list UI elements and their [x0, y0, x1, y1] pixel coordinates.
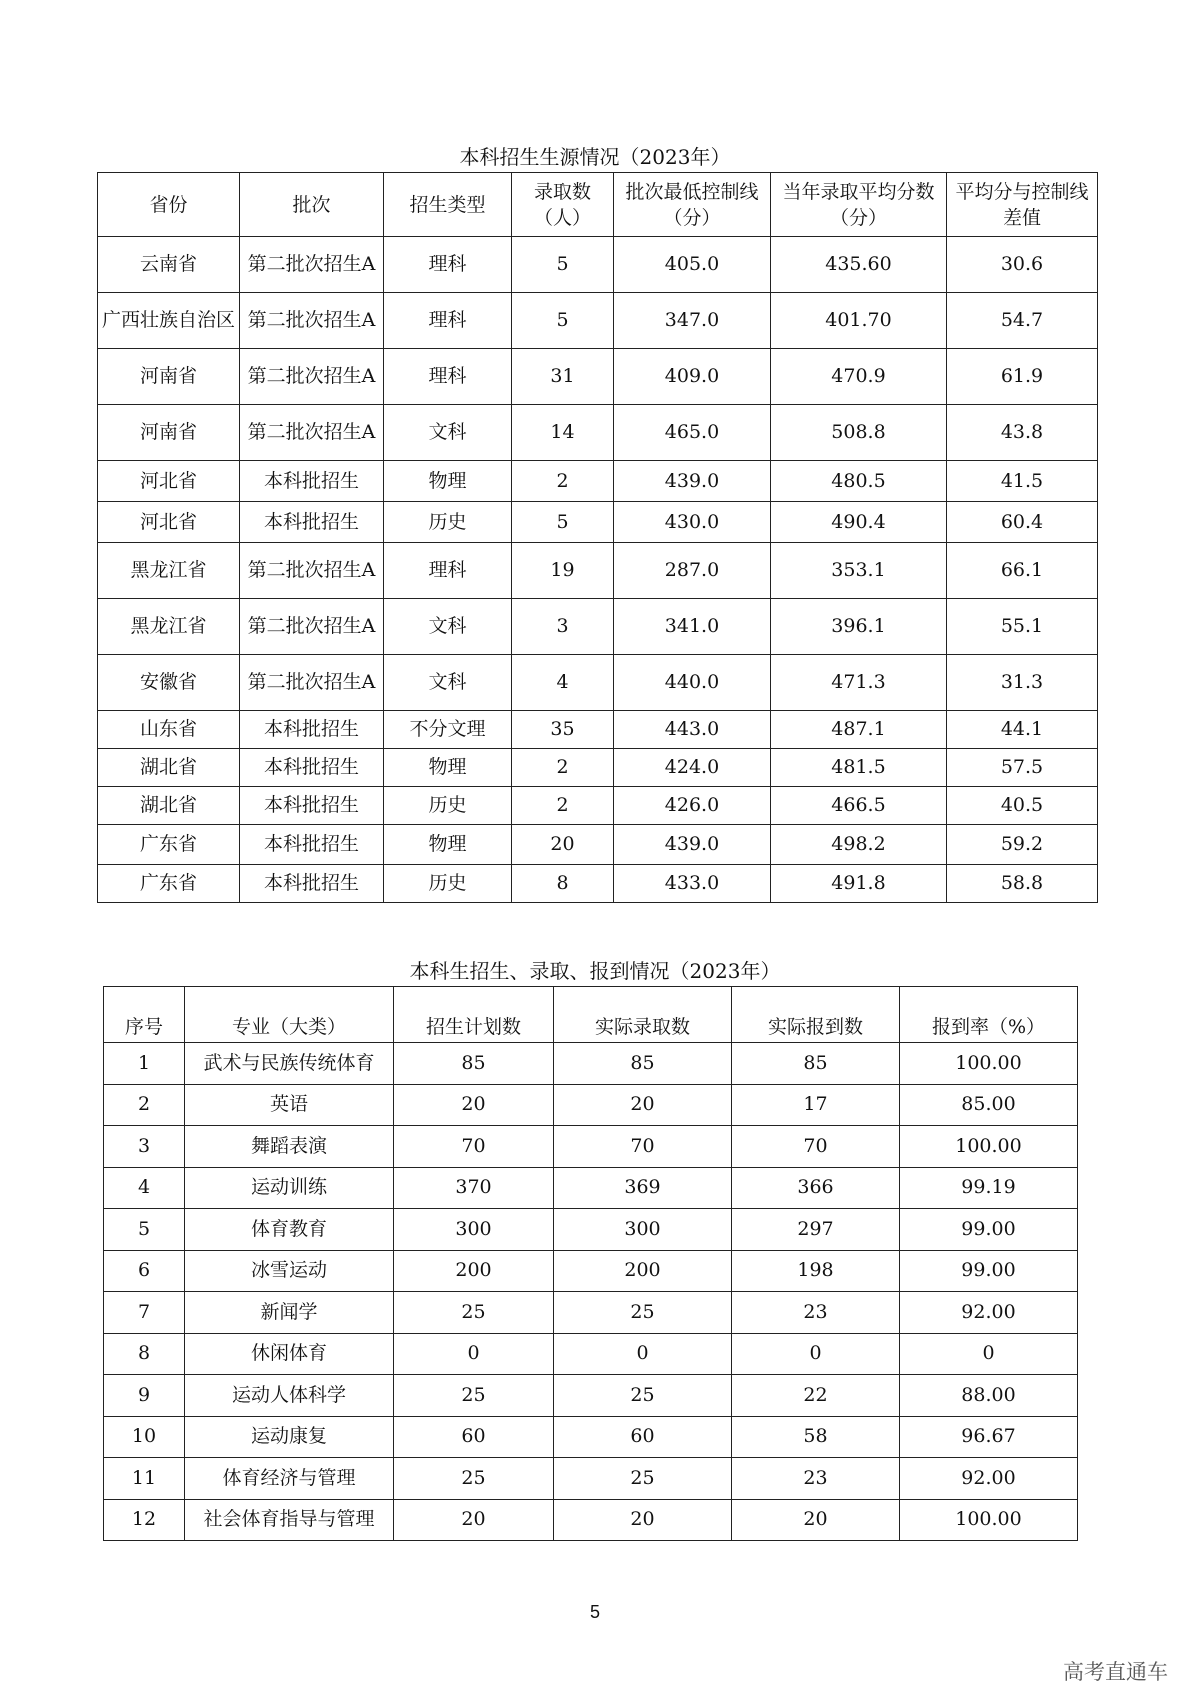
cell-reported: 297 — [732, 1209, 900, 1251]
table-row — [104, 1126, 1078, 1168]
cell-province: 黑龙江省 — [98, 599, 240, 655]
cell-control-line: 439.0 — [614, 825, 771, 865]
cell-province: 山东省 — [98, 711, 240, 749]
cell-difference: 60.4 — [947, 502, 1098, 543]
header-difference: 平均分与控制线差值 — [947, 173, 1098, 237]
table2-caption: 本科生招生、录取、报到情况（2023年） — [409, 959, 781, 983]
cell-province: 广西壮族自治区 — [98, 293, 240, 349]
cell-plan: 370 — [394, 1167, 554, 1209]
header-plan: 招生计划数 — [394, 987, 554, 1043]
cell-control-line: 341.0 — [614, 599, 771, 655]
cell-control-line: 433.0 — [614, 865, 771, 903]
table-row — [98, 502, 1098, 543]
cell-admitted: 2 — [512, 749, 614, 787]
cell-province: 黑龙江省 — [98, 543, 240, 599]
cell-batch: 第二批次招生A — [240, 237, 384, 293]
cell-index: 8 — [104, 1333, 185, 1375]
table-row — [104, 1084, 1078, 1126]
cell-average-score: 466.5 — [771, 787, 947, 825]
cell-batch: 本科批招生 — [240, 461, 384, 502]
cell-report-rate: 85.00 — [900, 1084, 1078, 1126]
cell-type: 物理 — [384, 461, 512, 502]
cell-major: 体育经济与管理 — [185, 1458, 394, 1500]
cell-plan: 70 — [394, 1126, 554, 1168]
cell-province: 河北省 — [98, 502, 240, 543]
header-report-rate: 报到率（%） — [900, 987, 1078, 1043]
table1-header-row — [98, 173, 1098, 237]
cell-actual-admitted: 20 — [554, 1084, 732, 1126]
table-row — [104, 1458, 1078, 1500]
cell-control-line: 430.0 — [614, 502, 771, 543]
cell-reported: 23 — [732, 1458, 900, 1500]
cell-reported: 366 — [732, 1167, 900, 1209]
cell-actual-admitted: 300 — [554, 1209, 732, 1251]
cell-major: 运动训练 — [185, 1167, 394, 1209]
cell-major: 新闻学 — [185, 1292, 394, 1334]
cell-province: 安徽省 — [98, 655, 240, 711]
cell-major: 体育教育 — [185, 1209, 394, 1251]
cell-difference: 40.5 — [947, 787, 1098, 825]
header-province: 省份 — [98, 173, 240, 237]
cell-province: 云南省 — [98, 237, 240, 293]
table-row — [98, 599, 1098, 655]
cell-province: 河南省 — [98, 349, 240, 405]
cell-average-score: 487.1 — [771, 711, 947, 749]
cell-index: 1 — [104, 1043, 185, 1085]
cell-control-line: 409.0 — [614, 349, 771, 405]
cell-type: 不分文理 — [384, 711, 512, 749]
cell-reported: 22 — [732, 1375, 900, 1417]
cell-batch: 本科批招生 — [240, 502, 384, 543]
cell-major: 舞蹈表演 — [185, 1126, 394, 1168]
cell-report-rate: 99.00 — [900, 1209, 1078, 1251]
table-row — [98, 825, 1098, 865]
cell-difference: 66.1 — [947, 543, 1098, 599]
table-row — [98, 543, 1098, 599]
cell-batch: 第二批次招生A — [240, 543, 384, 599]
cell-control-line: 426.0 — [614, 787, 771, 825]
header-major: 专业（大类） — [185, 987, 394, 1043]
cell-difference: 58.8 — [947, 865, 1098, 903]
cell-report-rate: 100.00 — [900, 1499, 1078, 1541]
cell-type: 物理 — [384, 825, 512, 865]
cell-reported: 58 — [732, 1416, 900, 1458]
cell-index: 7 — [104, 1292, 185, 1334]
table-row — [98, 349, 1098, 405]
cell-actual-admitted: 25 — [554, 1292, 732, 1334]
cell-batch: 本科批招生 — [240, 711, 384, 749]
table-row — [98, 711, 1098, 749]
cell-actual-admitted: 369 — [554, 1167, 732, 1209]
cell-average-score: 498.2 — [771, 825, 947, 865]
cell-control-line: 347.0 — [614, 293, 771, 349]
cell-index: 9 — [104, 1375, 185, 1417]
cell-report-rate: 88.00 — [900, 1375, 1078, 1417]
cell-plan: 60 — [394, 1416, 554, 1458]
cell-admitted: 2 — [512, 787, 614, 825]
cell-difference: 59.2 — [947, 825, 1098, 865]
cell-difference: 44.1 — [947, 711, 1098, 749]
cell-average-score: 480.5 — [771, 461, 947, 502]
cell-type: 理科 — [384, 293, 512, 349]
cell-major: 休闲体育 — [185, 1333, 394, 1375]
table-row — [98, 461, 1098, 502]
cell-report-rate: 99.19 — [900, 1167, 1078, 1209]
cell-average-score: 401.70 — [771, 293, 947, 349]
cell-batch: 本科批招生 — [240, 825, 384, 865]
cell-type: 历史 — [384, 787, 512, 825]
cell-admitted: 8 — [512, 865, 614, 903]
cell-type: 文科 — [384, 655, 512, 711]
header-average-score: 当年录取平均分数（分） — [771, 173, 947, 237]
cell-plan: 25 — [394, 1292, 554, 1334]
cell-reported: 17 — [732, 1084, 900, 1126]
cell-major: 英语 — [185, 1084, 394, 1126]
cell-type: 文科 — [384, 405, 512, 461]
cell-average-score: 481.5 — [771, 749, 947, 787]
cell-admitted: 20 — [512, 825, 614, 865]
cell-report-rate: 99.00 — [900, 1250, 1078, 1292]
cell-report-rate: 92.00 — [900, 1292, 1078, 1334]
watermark: 高考直通车 — [1063, 1660, 1168, 1684]
cell-admitted: 5 — [512, 293, 614, 349]
cell-batch: 第二批次招生A — [240, 655, 384, 711]
table-row — [104, 1209, 1078, 1251]
cell-major: 运动康复 — [185, 1416, 394, 1458]
cell-major: 武术与民族传统体育 — [185, 1043, 394, 1085]
page-number: 5 — [589, 1602, 600, 1622]
cell-difference: 55.1 — [947, 599, 1098, 655]
header-admitted: 录取数（人） — [512, 173, 614, 237]
cell-admitted: 5 — [512, 502, 614, 543]
table-row — [98, 237, 1098, 293]
cell-plan: 200 — [394, 1250, 554, 1292]
cell-batch: 本科批招生 — [240, 865, 384, 903]
cell-index: 6 — [104, 1250, 185, 1292]
cell-type: 理科 — [384, 349, 512, 405]
cell-admitted: 2 — [512, 461, 614, 502]
cell-actual-admitted: 20 — [554, 1499, 732, 1541]
table-row — [98, 405, 1098, 461]
cell-control-line: 465.0 — [614, 405, 771, 461]
cell-type: 历史 — [384, 865, 512, 903]
cell-province: 河北省 — [98, 461, 240, 502]
cell-report-rate: 96.67 — [900, 1416, 1078, 1458]
cell-index: 2 — [104, 1084, 185, 1126]
cell-difference: 61.9 — [947, 349, 1098, 405]
header-reported: 实际报到数 — [732, 987, 900, 1043]
cell-index: 12 — [104, 1499, 185, 1541]
cell-index: 10 — [104, 1416, 185, 1458]
cell-average-score: 490.4 — [771, 502, 947, 543]
cell-plan: 0 — [394, 1333, 554, 1375]
cell-type: 理科 — [384, 543, 512, 599]
cell-actual-admitted: 0 — [554, 1333, 732, 1375]
cell-province: 湖北省 — [98, 787, 240, 825]
cell-admitted: 31 — [512, 349, 614, 405]
cell-difference: 41.5 — [947, 461, 1098, 502]
cell-actual-admitted: 200 — [554, 1250, 732, 1292]
header-batch: 批次 — [240, 173, 384, 237]
cell-plan: 85 — [394, 1043, 554, 1085]
cell-admitted: 3 — [512, 599, 614, 655]
table-row — [98, 749, 1098, 787]
cell-control-line: 287.0 — [614, 543, 771, 599]
cell-index: 4 — [104, 1167, 185, 1209]
cell-report-rate: 100.00 — [900, 1126, 1078, 1168]
cell-average-score: 471.3 — [771, 655, 947, 711]
cell-actual-admitted: 70 — [554, 1126, 732, 1168]
cell-difference: 57.5 — [947, 749, 1098, 787]
cell-major: 运动人体科学 — [185, 1375, 394, 1417]
table1-caption: 本科招生生源情况（2023年） — [459, 145, 731, 169]
cell-type: 物理 — [384, 749, 512, 787]
cell-province: 湖北省 — [98, 749, 240, 787]
cell-reported: 20 — [732, 1499, 900, 1541]
cell-admitted: 35 — [512, 711, 614, 749]
cell-batch: 本科批招生 — [240, 787, 384, 825]
header-type: 招生类型 — [384, 173, 512, 237]
header-index: 序号 — [104, 987, 185, 1043]
cell-province: 广东省 — [98, 865, 240, 903]
cell-control-line: 440.0 — [614, 655, 771, 711]
cell-actual-admitted: 60 — [554, 1416, 732, 1458]
cell-control-line: 439.0 — [614, 461, 771, 502]
cell-batch: 本科批招生 — [240, 749, 384, 787]
table-row — [98, 865, 1098, 903]
cell-reported: 85 — [732, 1043, 900, 1085]
cell-difference: 54.7 — [947, 293, 1098, 349]
cell-admitted: 14 — [512, 405, 614, 461]
cell-admitted: 4 — [512, 655, 614, 711]
table-row — [104, 1375, 1078, 1417]
cell-batch: 第二批次招生A — [240, 349, 384, 405]
cell-reported: 70 — [732, 1126, 900, 1168]
cell-average-score: 353.1 — [771, 543, 947, 599]
cell-report-rate: 0 — [900, 1333, 1078, 1375]
cell-province: 广东省 — [98, 825, 240, 865]
table-row — [104, 1250, 1078, 1292]
cell-batch: 第二批次招生A — [240, 293, 384, 349]
cell-reported: 0 — [732, 1333, 900, 1375]
cell-plan: 25 — [394, 1375, 554, 1417]
table-row — [104, 1167, 1078, 1209]
cell-average-score: 508.8 — [771, 405, 947, 461]
cell-actual-admitted: 85 — [554, 1043, 732, 1085]
cell-report-rate: 92.00 — [900, 1458, 1078, 1500]
cell-difference: 31.3 — [947, 655, 1098, 711]
cell-province: 河南省 — [98, 405, 240, 461]
cell-plan: 300 — [394, 1209, 554, 1251]
table-row — [98, 293, 1098, 349]
cell-admitted: 5 — [512, 237, 614, 293]
cell-major: 社会体育指导与管理 — [185, 1499, 394, 1541]
table-row — [104, 1043, 1078, 1085]
cell-control-line: 424.0 — [614, 749, 771, 787]
cell-plan: 20 — [394, 1499, 554, 1541]
cell-plan: 25 — [394, 1458, 554, 1500]
admission-source-table — [97, 172, 1098, 903]
table-row — [98, 655, 1098, 711]
cell-plan: 20 — [394, 1084, 554, 1126]
cell-control-line: 443.0 — [614, 711, 771, 749]
cell-index: 11 — [104, 1458, 185, 1500]
cell-control-line: 405.0 — [614, 237, 771, 293]
cell-report-rate: 100.00 — [900, 1043, 1078, 1085]
cell-difference: 43.8 — [947, 405, 1098, 461]
header-actual-admitted: 实际录取数 — [554, 987, 732, 1043]
table2-header-row — [104, 987, 1078, 1043]
cell-reported: 198 — [732, 1250, 900, 1292]
cell-average-score: 396.1 — [771, 599, 947, 655]
table-row — [104, 1499, 1078, 1541]
cell-index: 5 — [104, 1209, 185, 1251]
cell-batch: 第二批次招生A — [240, 599, 384, 655]
cell-average-score: 435.60 — [771, 237, 947, 293]
cell-actual-admitted: 25 — [554, 1458, 732, 1500]
cell-type: 历史 — [384, 502, 512, 543]
cell-reported: 23 — [732, 1292, 900, 1334]
enrollment-table — [103, 986, 1078, 1541]
cell-major: 冰雪运动 — [185, 1250, 394, 1292]
table-row — [104, 1292, 1078, 1334]
cell-average-score: 491.8 — [771, 865, 947, 903]
cell-average-score: 470.9 — [771, 349, 947, 405]
header-control-line: 批次最低控制线（分） — [614, 173, 771, 237]
table-row — [98, 787, 1098, 825]
cell-difference: 30.6 — [947, 237, 1098, 293]
cell-actual-admitted: 25 — [554, 1375, 732, 1417]
cell-type: 文科 — [384, 599, 512, 655]
cell-index: 3 — [104, 1126, 185, 1168]
table-row — [104, 1416, 1078, 1458]
cell-type: 理科 — [384, 237, 512, 293]
cell-admitted: 19 — [512, 543, 614, 599]
cell-batch: 第二批次招生A — [240, 405, 384, 461]
table-row — [104, 1333, 1078, 1375]
